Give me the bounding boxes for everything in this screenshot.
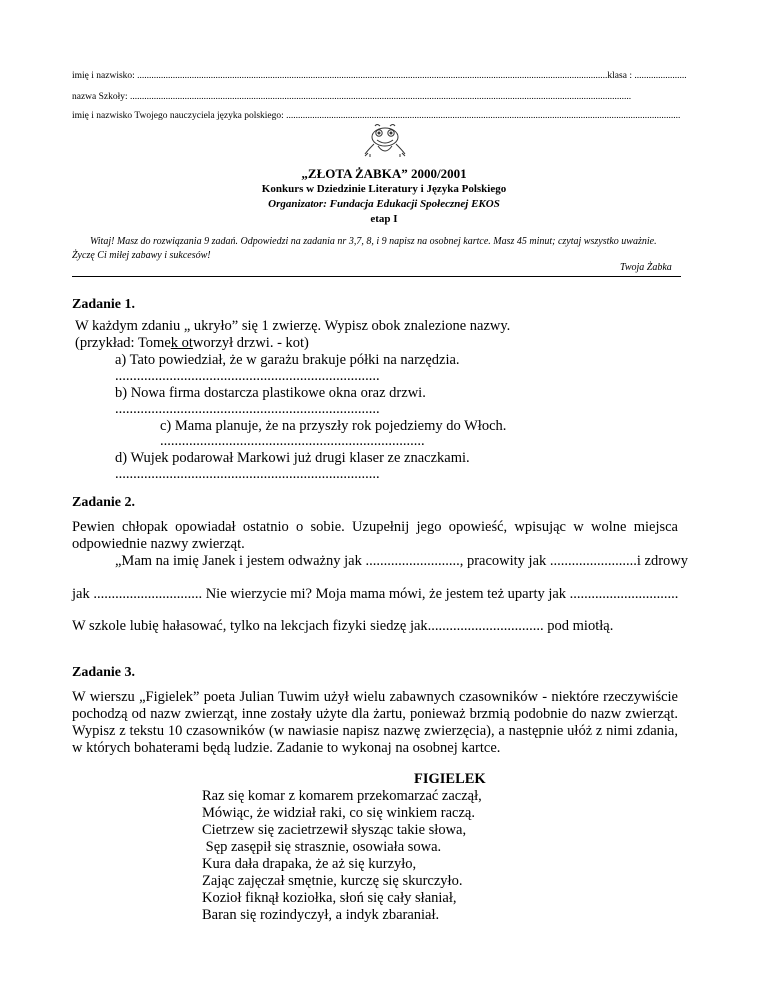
task1-answer-d[interactable]: ......................................................................... <box>115 466 380 482</box>
task3-line-4: w których bohaterami będą ludzie. Zadanie to wykonaj na osobnej kartce. <box>72 740 501 756</box>
task2-line-4[interactable]: jak .............................. Nie wierzycie mi? Moja mama mówi, że jestem też uparty jak .............................. <box>72 586 679 602</box>
poem-line: Zając zajęczał smętnie, kurczę się skurczyło. <box>202 873 463 889</box>
poem-line: Kozioł fiknął koziołka, słoń się cały słaniał, <box>202 890 457 906</box>
class-label: klasa : <box>607 71 635 81</box>
contest-subtitle: Konkurs w Dziedzinie Literatury i Języka Polskiego <box>261 183 507 195</box>
contest-organizer: Organizator: Fundacja Edukacji Społecznej EKOS <box>268 198 500 210</box>
teacher-line <box>72 111 680 121</box>
task2-line-3[interactable]: „Mam na imię Janek i jestem odważny jak .........................., pracowity jak ........................i zdrowy <box>115 553 689 569</box>
task2-line-5[interactable]: W szkole lubię hałasować, tylko na lekcjach fizyki siedzę jak................................ pod miotłą. <box>72 618 614 634</box>
task1-answer-c[interactable]: ......................................................................... <box>160 433 425 449</box>
task3-line-1: W wierszu „Figielek” poeta Julian Tuwim użył wielu zabawnych czasowników - niektóre rzeczywiście <box>72 689 678 705</box>
school-line <box>72 92 631 102</box>
name-label: imię i nazwisko: <box>72 71 138 81</box>
intro-divider <box>72 276 681 277</box>
intro-line-2: Życzę Ci miłej zabawy i sukcesów! <box>72 250 211 261</box>
task1-example-post: worzył drzwi. - kot) <box>192 335 309 351</box>
school-label: nazwa Szkoły: <box>72 92 131 102</box>
intro-line-1: Witaj! Masz do rozwiązania 9 zadań. Odpowiedzi na zadania nr 3,7, 8, i 9 napisz na osobnej kartce. Masz 45 minut; czytaj wszystko uważnie. <box>90 236 657 247</box>
task3-line-2: pochodzą od nazw zwierząt, inne zostały użyte dla żartu, ponieważ brzmią podobnie do nazw zwierząt. <box>72 706 678 722</box>
name-field[interactable]: ...................................................................................................................................................................................................... <box>137 71 608 81</box>
poem-line: Baran się rozindyczył, a indyk zbaraniał. <box>202 907 440 923</box>
name-line <box>72 71 687 81</box>
task1-instruction: W każdym zdaniu „ ukryło” się 1 zwierzę. Wypisz obok znalezione nazwy. <box>75 318 511 334</box>
task1-example-highlight: k ot <box>170 335 193 351</box>
contest-stage: etap I <box>370 213 398 225</box>
frog-logo-icon <box>362 122 408 158</box>
task1-answer-a[interactable]: ......................................................................... <box>115 368 380 384</box>
task1-item-b: b) Nowa firma dostarcza plastikowe okna oraz drzwi. <box>115 385 426 401</box>
task1-answer-b[interactable]: ......................................................................... <box>115 401 380 417</box>
task3-heading: Zadanie 3. <box>72 665 136 680</box>
task1-item-c: c) Mama planuje, że na przyszły rok pojedziemy do Włoch. <box>160 418 507 434</box>
poem-line: Mówiąc, że widział raki, co się winkiem raczą. <box>202 805 475 821</box>
task1-example <box>75 335 309 352</box>
poem-line: Raz się komar z komarem przekomarzać zaczął, <box>202 788 482 804</box>
task2-heading: Zadanie 2. <box>72 495 136 510</box>
school-field[interactable]: ................................................................................................................................................................................................................... <box>130 92 632 102</box>
teacher-field[interactable]: ...................................................................................................................................................................... <box>286 111 681 121</box>
intro-signature: Twoja Żabka <box>620 262 672 273</box>
task1-item-a: a) Tato powiedział, że w garażu brakuje półki na narzędzia. <box>115 352 460 368</box>
poem-line: Sęp zasępił się strasznie, osowiała sowa. <box>202 839 442 855</box>
contest-title: „ZŁOTA ŻABKA” 2000/2001 <box>301 166 467 181</box>
task2-line-2: odpowiednie nazwy zwierząt. <box>72 536 245 552</box>
task1-item-d: d) Wujek podarował Markowi już drugi klaser ze znaczkami. <box>115 450 470 466</box>
task3-line-3: Wypisz z tekstu 10 czasowników (w nawiasie napisz nazwę zwierzęcia), a następnie ułóż z nimi zdania, <box>72 723 678 739</box>
poem-line: Cietrzew się zacietrzewił słysząc takie słowa, <box>202 822 467 838</box>
task2-line-1: Pewien chłopak opowiadał ostatnio o sobie. Uzupełnij jego opowieść, wpisując w wolne miejsca <box>72 519 678 535</box>
task1-heading: Zadanie 1. <box>72 297 136 312</box>
class-field[interactable]: ...................... <box>634 71 687 81</box>
poem-title: FIGIELEK <box>414 771 486 787</box>
teacher-label: imię i nazwisko Twojego nauczyciela języka polskiego: <box>72 111 287 121</box>
poem-line: Kura dała drapaka, że aż się kurzyło, <box>202 856 417 872</box>
task1-example-pre: (przykład: Tome <box>75 335 171 351</box>
